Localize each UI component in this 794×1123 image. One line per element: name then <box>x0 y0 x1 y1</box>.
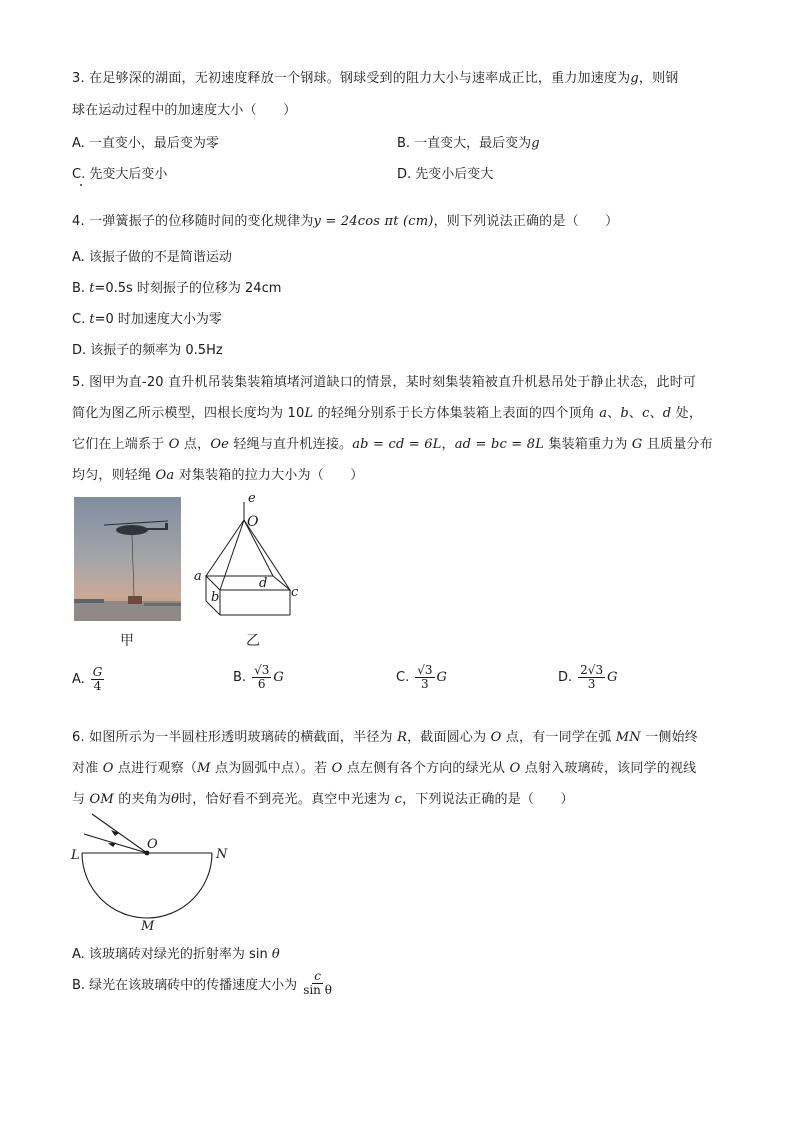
q5-stem-line1: 5. 图甲为直-20 直升机吊装集装箱填堵河道缺口的情景，某时刻集装箱被直升机悬吊处于静止状态，此时可 <box>72 375 697 390</box>
fraction-denominator: sin θ <box>303 982 332 997</box>
q6-option-a[interactable] <box>72 943 280 962</box>
q4-option-b-text: =0.5s 时刻振子的位移为 24cm <box>94 281 282 296</box>
text: 的夹角为 <box>113 792 172 807</box>
q5-stem-line4 <box>72 464 364 483</box>
text: 集装箱重力为 <box>544 437 632 452</box>
option-label: C. <box>396 669 410 685</box>
fraction <box>252 664 271 690</box>
q6-stem-line2 <box>72 757 696 776</box>
var-L: L <box>304 406 314 421</box>
q3-stem-line2: 球在运动过程中的加速度大小（ ） <box>72 103 297 118</box>
text: 轻绳与直升机连接。 <box>229 437 353 452</box>
text: 点进行观察（ <box>113 761 198 776</box>
text: ，截面圆心为 <box>407 730 491 745</box>
var-c: c <box>394 792 403 807</box>
option-label: B. <box>233 669 247 685</box>
fraction <box>301 970 334 996</box>
text: 点左侧有各个方向的绿光从 <box>342 761 510 776</box>
var-MN: MN <box>615 730 641 745</box>
sep: 、 <box>628 406 643 421</box>
fraction <box>91 666 105 692</box>
var-Oe: Oe <box>210 437 230 452</box>
q6-stem-line1 <box>72 726 698 745</box>
label-a: a <box>194 569 202 584</box>
q4-option-c[interactable] <box>72 308 222 327</box>
var-O: O <box>490 730 502 745</box>
q3-stem-end: ，则钢 <box>638 71 679 86</box>
text: 6. 如图所示为一半圆柱形透明玻璃砖的横截面，半径为 <box>72 730 398 745</box>
var-g: g <box>531 136 540 151</box>
fraction-numerator: G <box>92 665 103 679</box>
var-G: G <box>436 669 447 685</box>
text: 点， <box>179 437 211 452</box>
var-b: b <box>620 406 629 421</box>
text: 点，有一同学在弧 <box>501 730 616 745</box>
text: 时，恰好看不到亮光。真空中光速为 <box>179 792 395 807</box>
equation-ad-bc: ad = bc = 8L <box>454 437 545 452</box>
helicopter-photo-illustration <box>74 497 181 621</box>
q3-option-b[interactable] <box>397 132 540 151</box>
fraction-numerator: √3 <box>417 663 433 677</box>
label-d: d <box>259 576 268 591</box>
q5-option-a[interactable] <box>72 666 106 692</box>
figure-label-yi: 乙 <box>246 633 260 649</box>
q4-stem-end: ，则下列说法正确的是（ ） <box>433 214 619 229</box>
text: 且质量分布 <box>642 437 713 452</box>
text: 点射入玻璃砖，该同学的视线 <box>520 761 697 776</box>
q6-stem-line3 <box>72 788 574 807</box>
q5-stem-line2 <box>72 402 702 421</box>
option-label: D. <box>558 669 573 685</box>
sep: 、 <box>607 406 621 421</box>
text: 一侧始终 <box>640 730 698 745</box>
label-b: b <box>211 590 220 605</box>
var-O: O <box>168 437 180 452</box>
var-O: O <box>102 761 114 776</box>
label-N: N <box>216 847 228 862</box>
var-O: O <box>509 761 521 776</box>
q6-option-b-text: B. 绿光在该玻璃砖中的传播速度大小为 <box>72 977 298 993</box>
q4-formula: y = 24cos πt (cm) <box>313 214 434 229</box>
q4-option-a[interactable]: A. 该振子做的不是简谐运动 <box>72 250 232 265</box>
text: 简化为图乙所示模型，四根长度均为 10 <box>72 406 305 421</box>
fraction-denominator: 3 <box>587 676 596 691</box>
text: 与 <box>72 792 90 807</box>
fraction-numerator: c <box>314 969 321 983</box>
var-t: t <box>89 312 95 327</box>
option-label: A. <box>72 671 85 687</box>
fraction-denominator: 3 <box>421 676 429 691</box>
label-L: L <box>71 848 80 863</box>
q4-option-c-text: =0 时加速度大小为零 <box>94 312 222 327</box>
semicircle-glass-diagram <box>66 808 236 936</box>
label-c: c <box>291 585 299 600</box>
var-g: g <box>630 71 639 86</box>
var-OM: OM <box>89 792 114 807</box>
q4-stem <box>72 210 618 229</box>
var-Oa: Oa <box>155 468 175 483</box>
q3-stem-line1 <box>72 67 678 86</box>
equation-ab-cd: ab = cd = 6L <box>352 437 442 452</box>
sep: ， <box>441 437 455 452</box>
text: 对准 <box>72 761 103 776</box>
var-t: t <box>89 281 95 296</box>
text: 均匀，则轻绳 <box>72 468 156 483</box>
var-a: a <box>599 406 608 421</box>
q3-option-d[interactable]: D. 先变小后变大 <box>397 167 494 182</box>
q3-option-c[interactable]: C. 先变大后变小 <box>72 167 168 182</box>
sep: 、 <box>649 406 663 421</box>
q6-option-b[interactable] <box>72 970 336 996</box>
fraction <box>415 664 434 690</box>
text: 的轻绳分别系于长方体集装箱上表面的四个顶角 <box>313 406 600 421</box>
var-G: G <box>607 669 618 685</box>
var-theta: θ <box>271 947 280 962</box>
fraction-denominator: 6 <box>257 676 266 691</box>
var-c: c <box>642 406 650 421</box>
label-O: O <box>247 514 259 530</box>
var-G: G <box>631 437 643 452</box>
var-R: R <box>397 730 408 745</box>
q4-option-b-prefix: B. <box>72 281 90 296</box>
fraction-numerator: √3 <box>254 663 270 677</box>
container-diagram <box>190 490 310 630</box>
q6-option-a-text: A. 该玻璃砖对绿光的折射率为 sin <box>72 947 272 962</box>
var-O: O <box>331 761 343 776</box>
text: 它们在上端系于 <box>72 437 169 452</box>
q5-option-c[interactable] <box>396 664 447 690</box>
q4-option-d[interactable]: D. 该振子的频率为 0.5Hz <box>72 343 223 358</box>
stray-dot <box>80 184 82 186</box>
label-e: e <box>248 491 256 506</box>
label-O: O <box>147 837 158 852</box>
q4-option-b[interactable] <box>72 277 281 296</box>
var-G: G <box>273 669 284 685</box>
var-d: d <box>662 406 672 421</box>
label-M: M <box>141 919 155 934</box>
text: 处， <box>671 406 703 421</box>
q4-stem-text: 4. 一弹簧振子的位移随时间的变化规律为 <box>72 214 314 229</box>
text: 点为圆弧中点）。若 <box>210 761 332 776</box>
q5-option-d[interactable] <box>558 664 617 690</box>
fraction <box>578 664 605 690</box>
q5-option-b[interactable] <box>233 664 284 690</box>
q3-stem-text: 3. 在足够深的湖面，无初速度释放一个钢球。钢球受到的阻力大小与速率成正比，重力加速度为 <box>72 71 631 86</box>
var-theta: θ <box>171 792 180 807</box>
var-M: M <box>197 761 211 776</box>
q5-stem-line3 <box>72 433 713 452</box>
text: 对集装箱的拉力大小为（ ） <box>174 468 364 483</box>
fraction-denominator: 4 <box>93 678 102 693</box>
text: ，下列说法正确的是（ ） <box>402 792 574 807</box>
q3-option-a[interactable]: A. 一直变小，最后变为零 <box>72 136 219 151</box>
q3-option-b-text: B. 一直变大，最后变为 <box>397 136 532 151</box>
helicopter-photo <box>74 497 181 621</box>
fraction-numerator: 2√3 <box>580 663 604 677</box>
q4-option-c-prefix: C. <box>72 312 90 327</box>
figure-label-jia: 甲 <box>120 633 134 649</box>
